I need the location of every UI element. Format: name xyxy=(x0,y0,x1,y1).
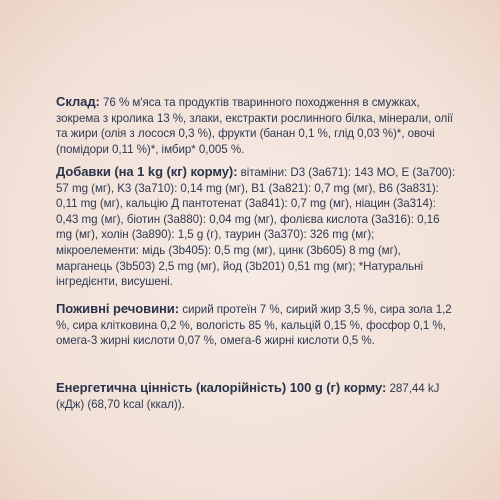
additives-heading: Добавки (на 1 kg (кг) корму): xyxy=(56,164,238,179)
additives-section xyxy=(56,164,456,290)
nutrients-text: сирий протеїн 7 %, сирий жир 3,5 %, сира зола 1,2 %, сира клітковина 0,2 %, вологість 85 %, кальцій 0,15 %, фосфор 0,1 %, омега-3 жирні кислоти 0,07 %, омега-6 жирні кислоти 0,5 %. xyxy=(56,303,452,348)
nutrients-section xyxy=(56,301,456,349)
additives-text: вітаміни: D3 (3a671): 143 МО, E (3a700): 57 mg (мг), K3 (3a710): 0,14 mg (мг), B1 (3a821): 0,7 mg (мг), B6 (3a831): 0,11 mg (мг), кальцію Д пантотенат (3a841): 0,7 mg (мг), ніацин (3a314): 0,43 mg (мг), біотин (3a880): 0,04 mg (мг), фолієва кислота (3a316): 0,16 mg (мг), холін (3a890): 1,5 g (г), таурин (3a370): 326 mg (мг); мікроелементи: мідь (3b405): 0,5 mg (мг), цинк (3b605) 8 mg (мг), марганець (3b503) 2,5 mg (мг), йод (3b201) 0,51 mg (мг); *Натуральні інгредієнти, висушені. xyxy=(56,166,456,289)
composition-section xyxy=(56,94,456,157)
composition-heading: Склад: xyxy=(56,94,100,109)
energy-section xyxy=(56,380,456,412)
energy-heading: Енергетична цінність (калорійність) 100 g (г) корму: xyxy=(56,380,387,395)
nutrients-heading: Поживні речовини: xyxy=(56,301,180,316)
energy-text: 287,44 kJ (кДж) (68,70 kcal (ккал)). xyxy=(56,382,440,411)
composition-text: 76 % м'яса та продуктів тваринного походження в смужках, зокрема з кролика 13 %, злаки, екстракти рослинного білка, мінерали, олії та жири (олія з лосося 0,3 %), фрукти (банан 0,1 %, глід 0,03 %)*, овочі (помідори 0,11 %)*, імбир* 0,005 %. xyxy=(56,96,453,156)
